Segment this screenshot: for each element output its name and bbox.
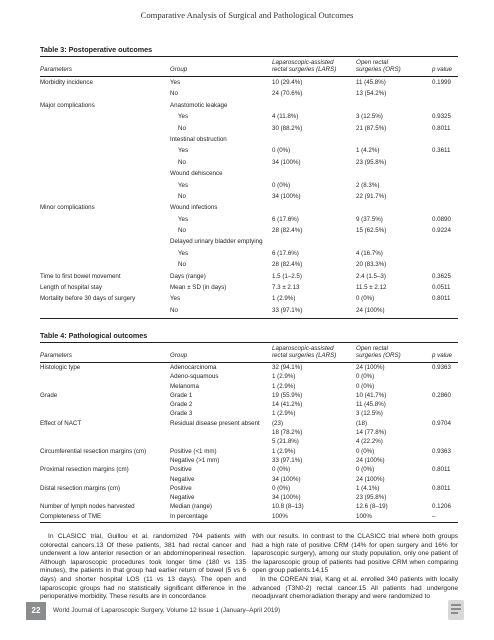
table-cell: 0.0890 [432, 215, 451, 223]
table-cell: 3 (12.5%) [356, 113, 383, 121]
table-cell: 1 (4.1%) [356, 484, 380, 492]
table-cell: No [178, 261, 186, 269]
table-cell: Positive [170, 466, 192, 474]
col-group: Group [170, 352, 188, 360]
col-parameters: Parameters [40, 352, 72, 360]
table-cell: Minor complications [40, 204, 95, 212]
journal-citation: World Journal of Laparoscopic Surgery, Volume 12 Issue 1 (January–April 2019) [53, 607, 281, 614]
table-row [40, 248, 458, 259]
table-cell: 23 (95.8%) [356, 158, 387, 166]
table-cell: Number of lymph nodes harvested [40, 503, 135, 511]
table-cell: 0.3625 [432, 272, 451, 280]
col-lars-line2: rectal surgeries (LARS) [272, 66, 337, 74]
running-header: Comparative Analysis of Surgical and Pathological Outcomes [140, 10, 354, 20]
table-row [40, 484, 458, 493]
table-cell: Wound infections [170, 204, 218, 212]
table-row [40, 437, 458, 446]
table-cell: Negative (>1 mm) [170, 456, 220, 464]
table-cell: 34 (100%) [272, 475, 301, 483]
table-cell: 0.0511 [432, 284, 451, 292]
table-cell: 0 (0%) [272, 181, 291, 189]
table-row [40, 363, 458, 372]
table-cell: Delayed urinary bladder emptying [170, 238, 263, 246]
table-cell: 0.9704 [432, 419, 451, 427]
table-cell: 34 (100%) [272, 192, 301, 200]
table-cell: 1 (2.9%) [272, 373, 296, 381]
table-cell: 0 (0%) [356, 466, 375, 474]
table-cell: 0 (0%) [356, 447, 375, 455]
table-cell: 32 (94.1%) [272, 364, 303, 371]
table-cell: Major complications [40, 101, 95, 109]
publisher-logo-icon [446, 598, 466, 622]
table-row [40, 400, 458, 409]
table-cell: 34 (100%) [272, 494, 301, 502]
table4-top-rule [40, 342, 458, 343]
table-cell: Grade 3 [170, 410, 193, 418]
table-cell: 0.1206 [432, 503, 451, 511]
table-cell: 24 (100%) [356, 306, 385, 314]
table-cell: Grade 2 [170, 401, 193, 409]
table-cell: 7.3 ± 2.13 [272, 284, 300, 292]
col-parameters: Parameters [40, 66, 72, 74]
table-cell: 12.6 (8–19) [356, 503, 388, 511]
table-cell: Residual disease present absent [170, 419, 260, 427]
table-cell: 33 (97.1%) [272, 306, 303, 314]
col-ors-line2: surgeries (ORS) [356, 352, 401, 360]
table-row [40, 372, 458, 381]
table-cell: Median (range) [170, 503, 212, 511]
table-row [40, 305, 458, 316]
table-row [40, 502, 458, 511]
table-cell: No [178, 227, 186, 235]
table-row [40, 456, 458, 465]
table-cell: 11.5 ± 2.12 [356, 284, 387, 292]
table-cell: Morbidity incidence [40, 79, 93, 86]
table-cell: Intestinal obstruction [170, 135, 227, 143]
table-cell: 4 (22.2%) [356, 438, 383, 446]
table4-header [40, 345, 458, 361]
table-cell: 24 (100%) [356, 475, 385, 483]
table-cell: 18 (78.2%) [272, 429, 303, 437]
table-cell: 19 (55.9%) [272, 391, 303, 399]
table-row [40, 134, 458, 145]
table-row [40, 191, 458, 202]
col-ors-line2: surgeries (ORS) [356, 66, 401, 74]
body-column-left [40, 533, 246, 602]
col-pvalue: p value [432, 66, 452, 74]
table-cell: Grade 1 [170, 391, 193, 399]
table-cell: (23) [272, 419, 284, 427]
body-column-right [252, 533, 458, 602]
table-cell: No [178, 192, 186, 200]
table-row [40, 259, 458, 270]
table-row [40, 382, 458, 391]
table-row [40, 168, 458, 179]
table-cell: 0.8011 [432, 466, 451, 474]
col-group: Group [170, 66, 188, 74]
table-row [40, 293, 458, 304]
table-cell: Negative [170, 494, 195, 502]
table3-bottom-rule [40, 318, 458, 319]
table-cell: No [170, 90, 178, 98]
table-cell: Completeness of TME [40, 512, 102, 520]
table-cell: Adeno-squamous [170, 373, 219, 381]
body-paragraph: In the COREAN trial, Kang et al. enrolled 340 patients with locally advanced (T3N0-2) rectal cancer.15 All patients had undergone neoadjuvant chemoradiation therapy and were randomized to [252, 575, 458, 601]
table-cell: 0.9363 [432, 364, 451, 371]
table-cell: 24 (100%) [356, 364, 385, 371]
table-cell: Positive [170, 484, 192, 492]
table-cell: 11 (45.8%) [356, 79, 386, 86]
table-cell: 10.8 (8–13) [272, 503, 304, 511]
table-row [40, 145, 458, 156]
table-row [40, 123, 458, 134]
table-cell: Wound dehiscence [170, 170, 223, 178]
table-cell: 0.8011 [432, 484, 451, 492]
table-cell: Distal resection margins (cm) [40, 484, 121, 492]
table-row [40, 271, 458, 282]
table-cell: 0 (0%) [356, 382, 375, 390]
table-cell: 10 (29.4%) [272, 79, 303, 86]
table-cell: 10 (41.7%) [356, 391, 387, 399]
table-cell: 0 (0%) [356, 295, 375, 303]
col-lars-line2: rectal surgeries (LARS) [272, 352, 337, 360]
table-cell: 2.4 (1.5–3) [356, 272, 386, 280]
col-lars-line1: Laparoscopic-assisted [272, 59, 334, 66]
table-cell: 100% [272, 512, 288, 520]
table-cell: No [170, 306, 178, 314]
table-cell: 11 (45.8%) [356, 401, 386, 409]
table-row [40, 202, 458, 213]
table-cell: Yes [178, 147, 189, 155]
table-cell: 33 (97.1%) [272, 456, 303, 464]
table-cell: 22 (91.7%) [356, 192, 387, 200]
table-cell: 3 (12.5%) [356, 410, 383, 418]
table-cell: 100% [356, 512, 372, 520]
table-cell: 14 (77.8%) [356, 429, 387, 437]
table-cell: 5 (21.8%) [272, 438, 299, 446]
table-row [40, 493, 458, 502]
table-cell: 4 (11.8%) [272, 113, 299, 121]
table-row [40, 225, 458, 236]
table-cell: 0.2860 [432, 391, 451, 399]
table-cell: In percentage [170, 512, 208, 520]
table-cell: Yes [178, 181, 189, 189]
table-cell: Proximal resection margins (cm) [40, 466, 129, 474]
table3-header [40, 59, 458, 75]
table-cell: 34 (100%) [272, 158, 301, 166]
table-cell: 6 (17.6%) [272, 249, 299, 257]
page-footer [26, 598, 466, 624]
table-cell: 1 (4.2%) [356, 147, 380, 155]
table4-caption: Table 4: Pathological outcomes [40, 331, 148, 340]
table-cell: 1 (2.9%) [272, 410, 296, 418]
table-row [40, 419, 458, 428]
table-cell: 0 (0%) [356, 373, 375, 381]
col-ors-line1: Open rectal [356, 59, 388, 66]
table-cell: (18) [356, 419, 368, 427]
body-paragraph: with our results. In contrast to the CLASICC trial where both groups had a high rate of positive CRM (14% for open surgery and 16% for laparoscopic surgery), among our study population, only one patient of the laparoscopic group of patients had positive CRM when comparing open group patients.14,15 [252, 533, 458, 575]
table-row [40, 100, 458, 111]
table-cell: Yes [178, 215, 189, 223]
table-row [40, 428, 458, 437]
table-cell: 24 (100%) [356, 456, 385, 464]
table-cell: 20 (83.3%) [356, 261, 387, 269]
table-cell: 30 (88.2%) [272, 124, 303, 132]
table-cell: Melanoma [170, 382, 199, 390]
table-cell: Negative [170, 475, 195, 483]
col-pvalue: p value [432, 352, 452, 360]
table-cell: Histologic type [40, 364, 81, 371]
table-cell: 9 (37.5%) [356, 215, 383, 223]
table-cell: 23 (95.8%) [356, 494, 387, 502]
table-cell: No [178, 124, 186, 132]
table-row [40, 214, 458, 225]
table-cell: Effect of NACT [40, 419, 82, 427]
table-cell: 0.8011 [432, 124, 451, 132]
table-cell: 28 (82.4%) [272, 261, 303, 269]
table-row [40, 180, 458, 191]
table-cell: Anastomotic leakage [170, 101, 228, 109]
table-cell: 0 (0%) [272, 484, 291, 492]
page-number: 22 [26, 602, 46, 620]
table-cell: 1 (2.9%) [272, 382, 296, 390]
table-cell: 0.3611 [432, 147, 451, 155]
table-cell: Yes [178, 113, 189, 121]
table-cell: Circumferential resection margins (cm) [40, 447, 147, 455]
table-cell: 0.9224 [432, 227, 451, 235]
table-cell: 28 (82.4%) [272, 227, 303, 235]
table-cell: 21 (87.5%) [356, 124, 387, 132]
table-cell: 0.9325 [432, 113, 451, 121]
table-row [40, 475, 458, 484]
table-row [40, 282, 458, 293]
table-cell: 2 (8.3%) [356, 181, 380, 189]
table-cell: 6 (17.6%) [272, 215, 299, 223]
table-row [40, 512, 458, 521]
table3-caption: Table 3: Postoperative outcomes [40, 45, 153, 54]
table-cell: 14 (41.2%) [272, 401, 303, 409]
table-cell: Length of hospital stay [40, 284, 102, 292]
table-cell: 1 (2.9%) [272, 447, 296, 455]
table-cell: Grade [40, 391, 58, 399]
table4-bottom-rule [40, 522, 458, 523]
table-cell: 0.9363 [432, 447, 451, 455]
table-cell: 0.1999 [432, 79, 451, 86]
table4-body [40, 363, 458, 521]
table-cell: Yes [170, 295, 181, 303]
table-cell: 0 (0%) [272, 147, 291, 155]
table3-body [40, 77, 458, 316]
table3-top-rule [40, 56, 458, 57]
table-cell: Days (range) [170, 272, 206, 280]
table-cell: 24 (70.6%) [272, 90, 303, 98]
table-cell: Time to first bowel movement [40, 272, 121, 280]
table-row [40, 409, 458, 418]
table-cell: 4 (16.7%) [356, 249, 383, 257]
table-cell: Yes [170, 79, 181, 86]
table-cell: No [178, 158, 186, 166]
table-cell: 1.5 (1–2.5) [272, 272, 302, 280]
table-cell: Yes [178, 249, 189, 257]
body-paragraph: In CLASICC trial, Guillou et al. randomized 794 patients with colorectal cancers.13 Of these patients, 381 had rectal cancer and underwent a low anterior resection or an abdominoperineal resection. Although laparoscopic procedures took longer time (180 vs 135 minutes), the patients in that group had earlier return of bowel (5 vs 6 days) and shorter hospital LOS (11 vs 13 days). The open and laparoscopic groups had no statistically significant difference in the perioperative morbidity. These results are in concordance [40, 533, 246, 601]
table-cell: 0 (0%) [272, 466, 291, 474]
table-cell: Adenocarcinoma [170, 364, 217, 371]
table-row [40, 391, 458, 400]
table-row [40, 465, 458, 474]
table-cell: Mortality before 30 days of surgery [40, 295, 136, 303]
col-lars-line1: Laparoscopic-assisted [272, 345, 334, 352]
table-cell: 0.8011 [432, 295, 451, 303]
table-row [40, 88, 458, 99]
table-row [40, 447, 458, 456]
table-row [40, 236, 458, 247]
table-cell: Positive (<1 mm) [170, 447, 217, 455]
col-ors-line1: Open rectal [356, 345, 388, 352]
table-cell: 15 (62.5%) [356, 227, 387, 235]
table-cell: 1 (2.9%) [272, 295, 296, 303]
table-cell: – [432, 512, 436, 520]
table-row [40, 111, 458, 122]
table-cell: 13 (54.2%) [356, 90, 387, 98]
table-row [40, 77, 458, 88]
table-row [40, 157, 458, 168]
table-cell: Mean ± SD (in days) [170, 284, 227, 292]
